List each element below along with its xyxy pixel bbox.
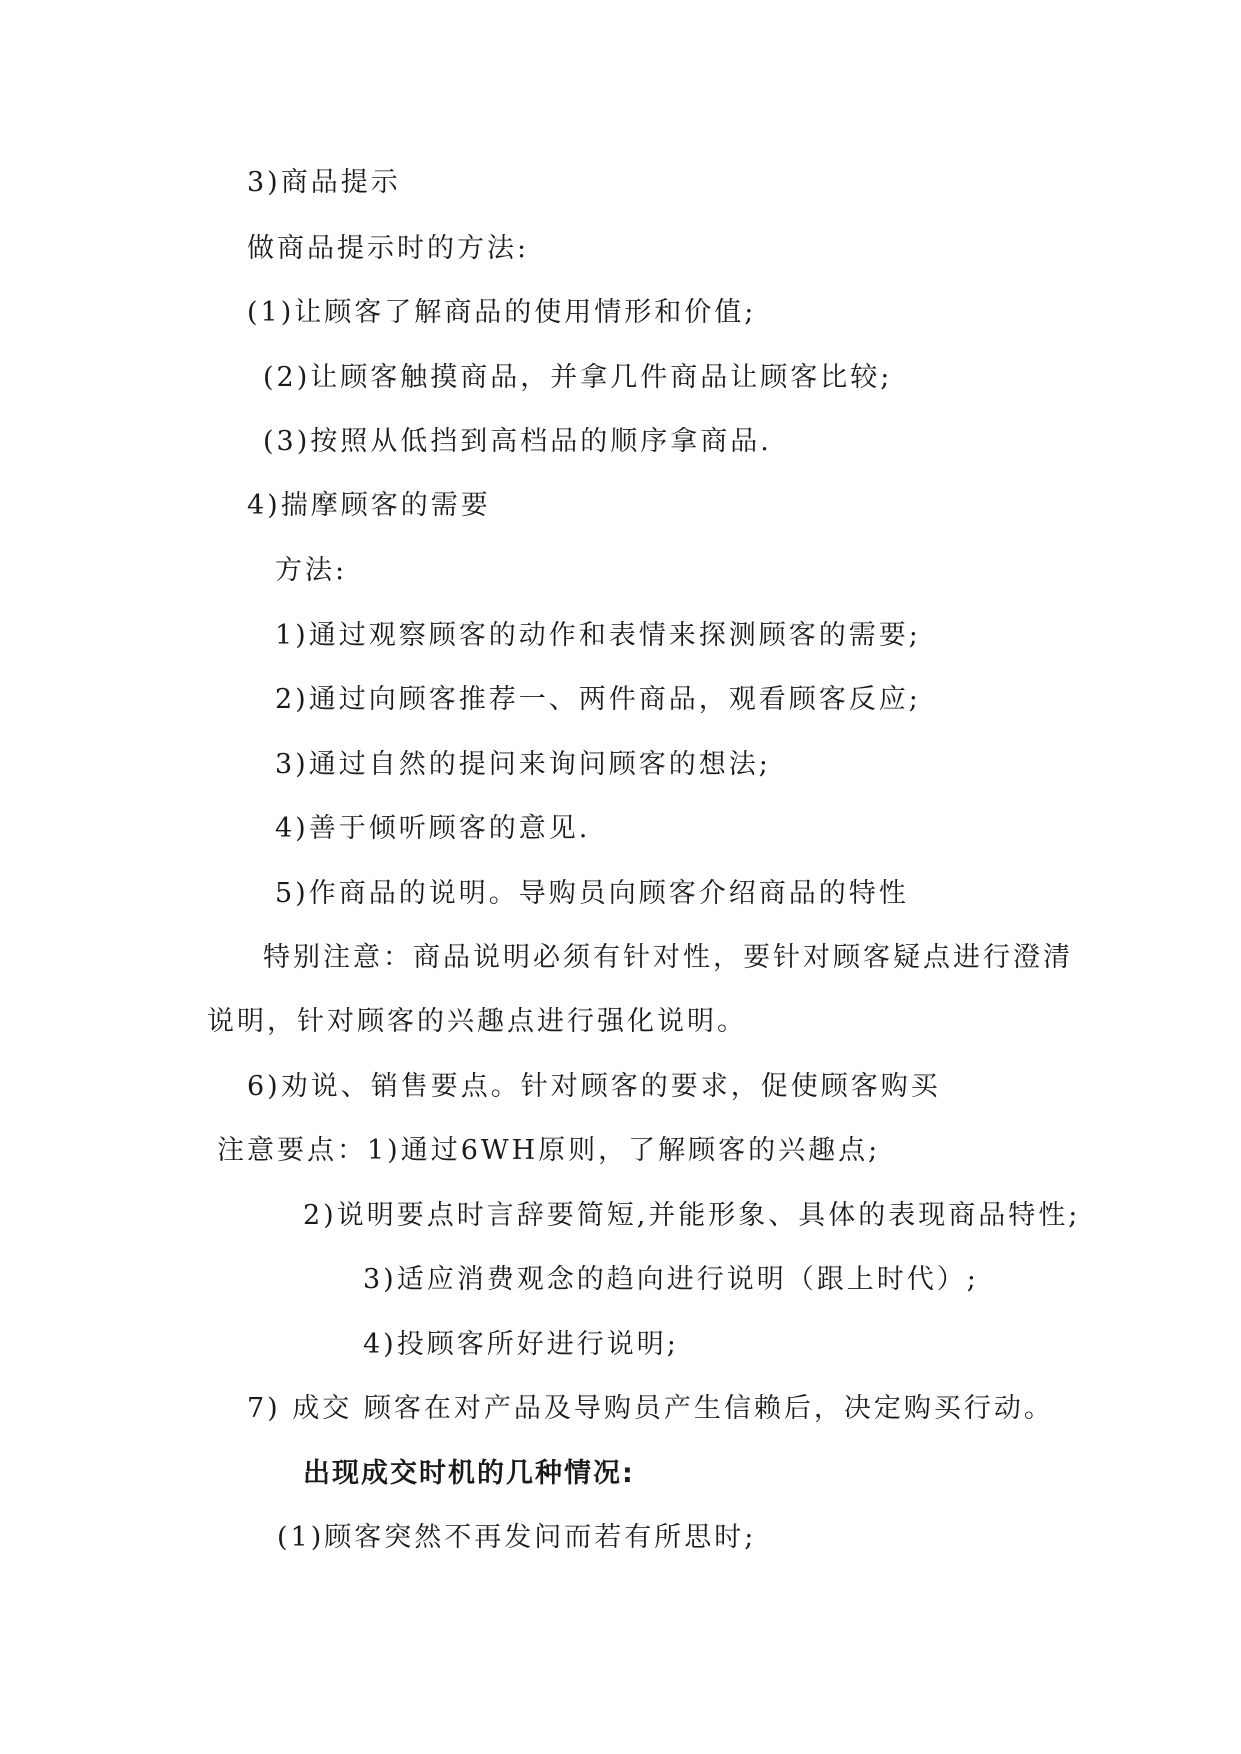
presentation-method-3: (3)按照从低挡到高档品的顺序拿商品.	[263, 426, 772, 457]
closing-situation-1: (1)顾客突然不再发问而若有所思时;	[277, 1522, 757, 1553]
closing-opportunities-heading: 出现成交时机的几种情况:	[303, 1458, 635, 1489]
needs-methods-label: 方法:	[275, 555, 348, 586]
presentation-method-1: (1)让顾客了解商品的使用情形和价值;	[247, 297, 757, 328]
key-point-2: 2)说明要点时言辞要简短,并能形象、具体的表现商品特性;	[303, 1200, 1081, 1231]
presentation-method-2: (2)让顾客触摸商品，并拿几件商品让顾客比较;	[263, 362, 893, 393]
needs-method-5: 5)作商品的说明。导购员向顾客介绍商品的特性	[275, 878, 909, 909]
heading-product-presentation: 3)商品提示	[247, 167, 401, 198]
needs-method-1: 1)通过观察顾客的动作和表情来探测顾客的需要;	[275, 620, 921, 651]
key-point-3: 3)适应消费观念的趋向进行说明（跟上时代）;	[363, 1264, 979, 1295]
special-note-line-1: 特别注意：商品说明必须有针对性，要针对顾客疑点进行澄清	[263, 942, 1073, 973]
key-point-1: 注意要点：1)通过6WH原则，了解顾客的兴趣点;	[217, 1135, 881, 1166]
heading-closing: 7) 成交 顾客在对产品及导购员产生信赖后，决定购买行动。	[247, 1393, 1054, 1424]
needs-method-4: 4)善于倾听顾客的意见.	[275, 813, 591, 844]
needs-method-3: 3)通过自然的提问来询问顾客的想法;	[275, 749, 771, 780]
key-point-4: 4)投顾客所好进行说明;	[363, 1329, 679, 1360]
heading-persuasion: 6)劝说、销售要点。针对顾客的要求，促使顾客购买	[247, 1071, 941, 1102]
presentation-methods-label: 做商品提示时的方法:	[247, 233, 530, 264]
special-note-line-2: 说明，针对顾客的兴趣点进行强化说明。	[207, 1006, 747, 1037]
heading-customer-needs: 4)揣摩顾客的需要	[247, 490, 491, 521]
needs-method-2: 2)通过向顾客推荐一、两件商品，观看顾客反应;	[275, 684, 921, 715]
